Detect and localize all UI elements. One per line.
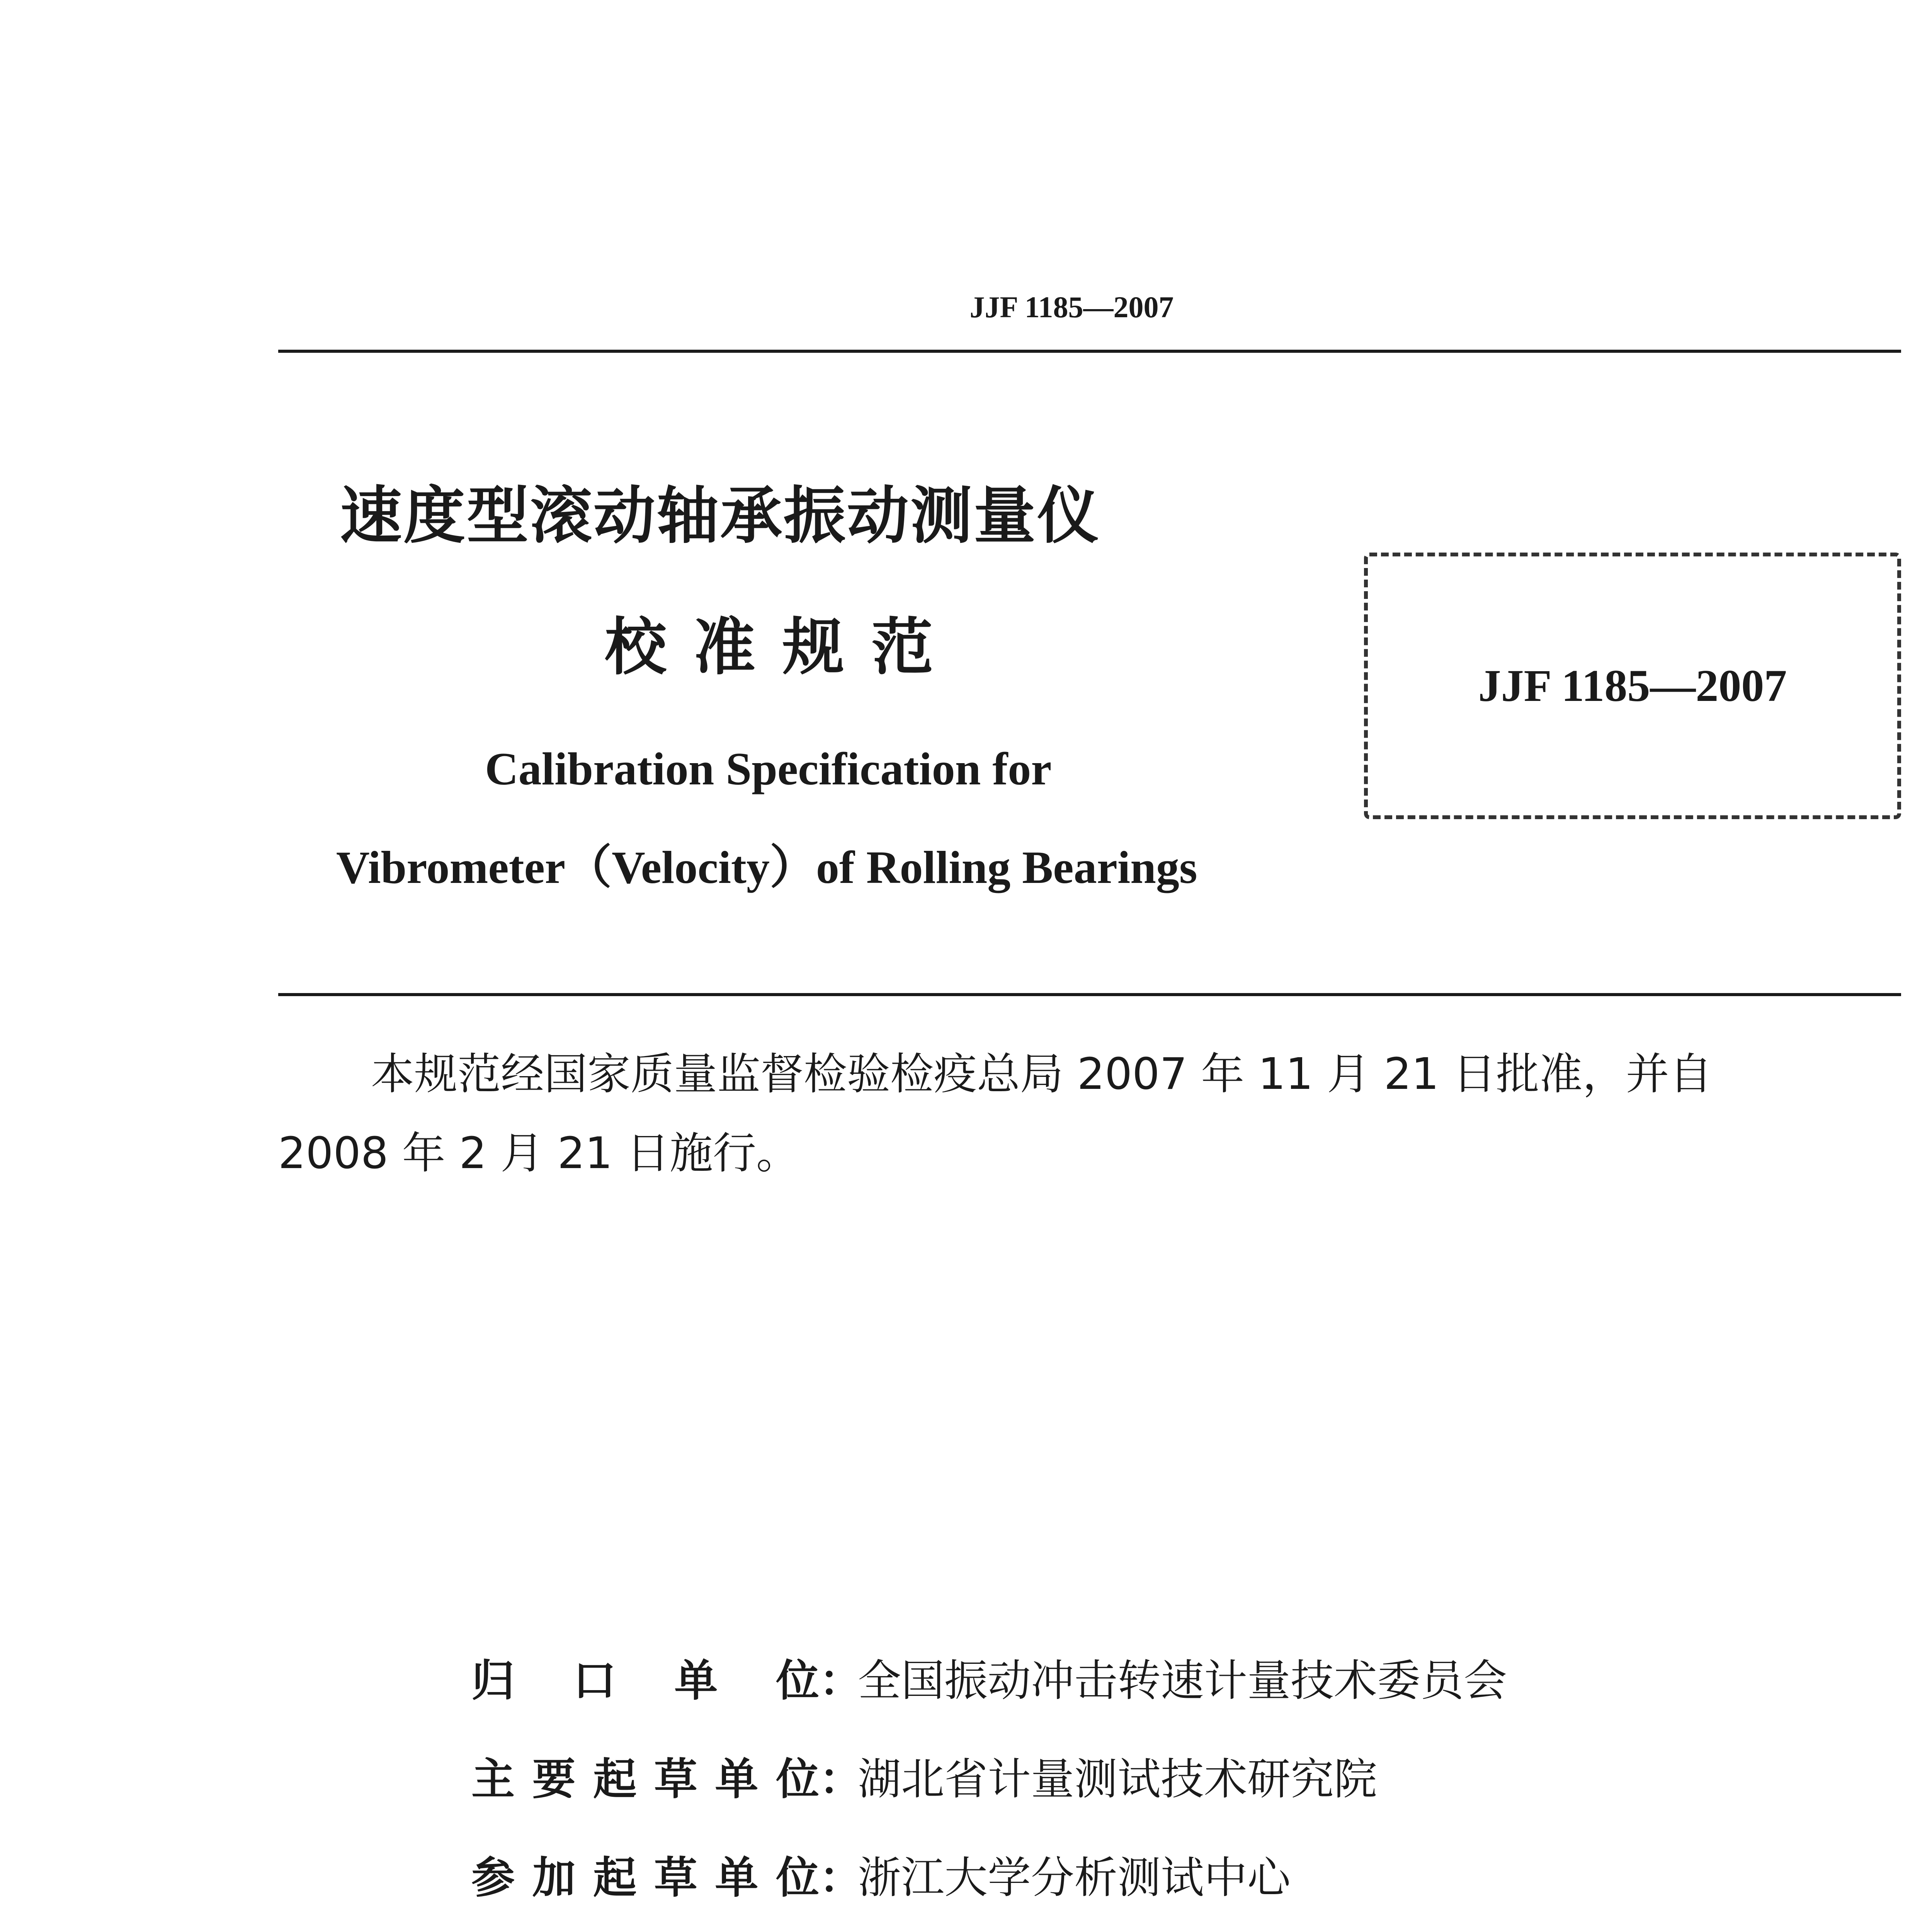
approval-line2: 2008 年 2 月 21 日施行。 bbox=[278, 1128, 799, 1179]
approval-line1: 本规范经国家质量监督检验检疫总局 2007 年 11 月 21 日批准，并自 bbox=[371, 1049, 1713, 1099]
org-row-main-drafter bbox=[471, 1748, 1377, 1810]
title-cn-line2: 校准规范 bbox=[605, 611, 961, 683]
org-label: 主要起草单位 bbox=[471, 1754, 819, 1804]
header-standard-code: JJF 1185—2007 bbox=[969, 290, 1174, 324]
org-colon: ： bbox=[819, 1656, 862, 1706]
org-row-participating-drafter bbox=[471, 1847, 1291, 1909]
org-value: 湖北省计量测试技术研究院 bbox=[858, 1754, 1377, 1804]
org-colon: ： bbox=[819, 1754, 862, 1804]
title-rule bbox=[278, 993, 1901, 996]
org-colon: ： bbox=[819, 1853, 862, 1903]
title-cn-line1: 速度型滚动轴承振动测量仪 bbox=[340, 480, 1101, 552]
org-row-responsible bbox=[471, 1650, 1507, 1712]
org-value: 全国振动冲击转速计量技术委员会 bbox=[858, 1656, 1507, 1706]
header-rule bbox=[278, 350, 1901, 353]
org-label: 参加起草单位 bbox=[471, 1853, 819, 1903]
org-value: 浙江大学分析测试中心 bbox=[858, 1853, 1291, 1903]
standard-code-boxed: JJF 1185—2007 bbox=[1478, 660, 1787, 711]
org-label: 归口单位 bbox=[471, 1656, 819, 1706]
title-en-line1: Calibration Specification for bbox=[485, 743, 1052, 794]
title-en-line2: Vibrometer（Velocity）of Rolling Bearings bbox=[336, 842, 1197, 893]
